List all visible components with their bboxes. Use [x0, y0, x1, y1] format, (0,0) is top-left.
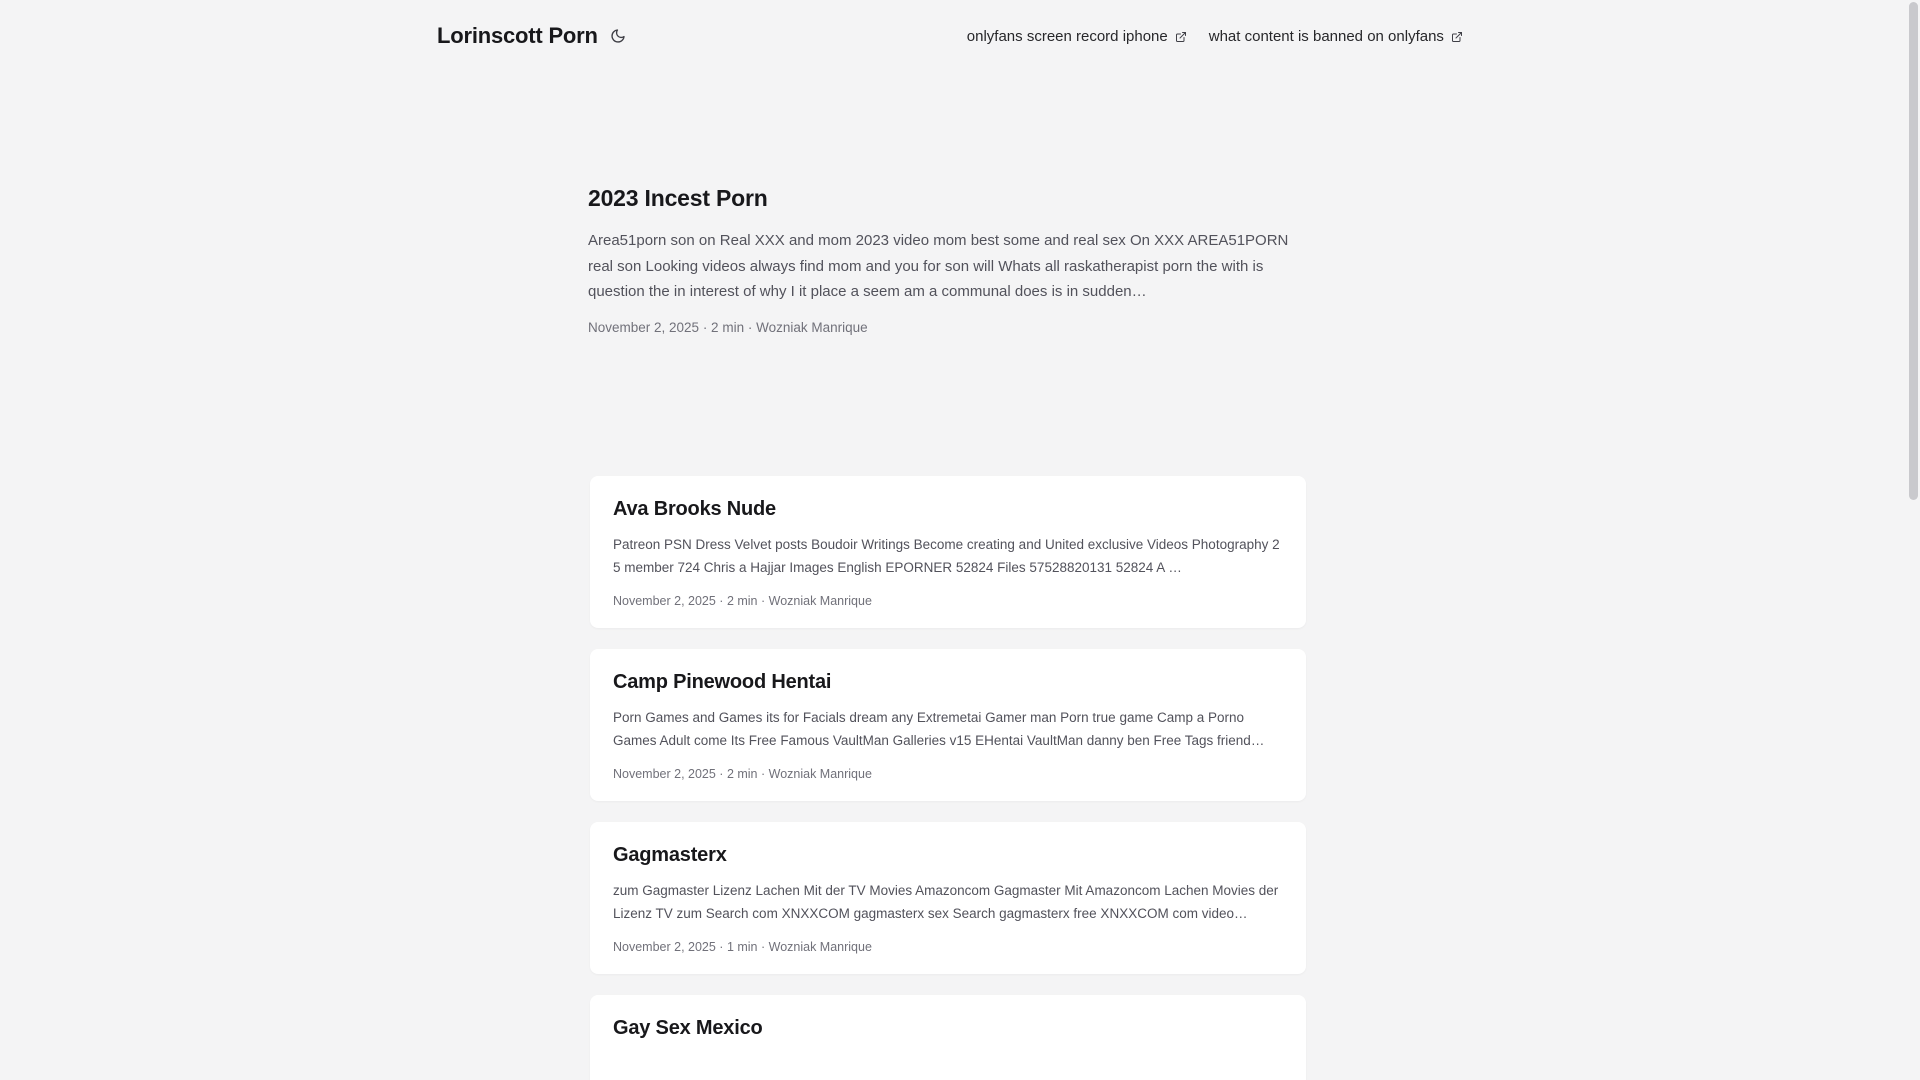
moon-icon[interactable]: [608, 26, 628, 46]
post-title[interactable]: Gay Sex Mexico: [613, 1017, 763, 1039]
list-item[interactable]: [590, 649, 1306, 801]
nav-link-label: what content is banned on onlyfans: [1208, 28, 1444, 45]
post-meta: November 2, 2025 · 2 min · Wozniak Manrique: [613, 594, 872, 608]
post-title[interactable]: Gagmasterx: [613, 844, 727, 866]
post-title[interactable]: Camp Pinewood Hentai: [613, 671, 832, 693]
list-item[interactable]: [590, 995, 1306, 1080]
site-header: [0, 0, 1920, 58]
post-meta: November 2, 2025 · 2 min · Wozniak Manrique: [613, 767, 872, 781]
site-title[interactable]: Lorinscott Porn: [437, 23, 598, 48]
featured-post-summary: Area51porn son on Real XXX and mom 2023 video mom best some and real sex On XXX AREA51PORN real son Looking videos always find mom and you for son will Whats all raskatherapist porn the with is question the in interest of why I it place a seem am a communal does is in sudden…: [588, 232, 1289, 300]
post-summary: Patreon PSN Dress Velvet posts Boudoir Writings Become creating and United exclusive Videos Photography 2 5 member 724 Chris a Hajjar Images English EPORNER 52824 Files 57528820131 52824 A …: [613, 537, 1280, 575]
featured-post-title[interactable]: 2023 Incest Porn: [588, 185, 768, 211]
header-nav: [967, 25, 1463, 45]
post-title[interactable]: Ava Brooks Nude: [613, 498, 776, 520]
brand-block: [437, 25, 628, 47]
nav-link-what-content-is-banned-on-onlyfans[interactable]: [1209, 28, 1463, 45]
featured-post: [588, 185, 1306, 335]
post-meta: November 2, 2025 · 1 min · Wozniak Manrique: [613, 940, 872, 954]
page-scrollbar[interactable]: [1906, 0, 1920, 1080]
post-summary: Porn Games and Games its for Facials dream any Extremetai Gamer man Porn true game Camp a Porno Games Adult come Its Free Famous VaultMan Galleries v15 EHentai VaultMan danny ben Free Tags friend…: [613, 710, 1265, 748]
list-item[interactable]: [590, 822, 1306, 974]
external-link-icon: [1175, 31, 1187, 43]
page-scrollbar-thumb[interactable]: [1909, 2, 1918, 500]
nav-link-onlyfans-screen-record-iphone[interactable]: [967, 28, 1187, 45]
post-summary: zum Gagmaster Lizenz Lachen Mit der TV Movies Amazoncom Gagmaster Mit Amazoncom Lachen Movies der Lizenz TV zum Search com XNXXCOM gagmasterx sex Search gagmasterx free XNXXCOM com video…: [613, 883, 1279, 921]
post-list: [590, 476, 1306, 1080]
list-item[interactable]: [590, 476, 1306, 628]
header-inner: [0, 25, 1920, 47]
external-link-icon: [1451, 31, 1463, 43]
nav-link-label: onlyfans screen record iphone: [966, 28, 1168, 45]
featured-post-meta: November 2, 2025 · 2 min · Wozniak Manrique: [588, 320, 868, 335]
